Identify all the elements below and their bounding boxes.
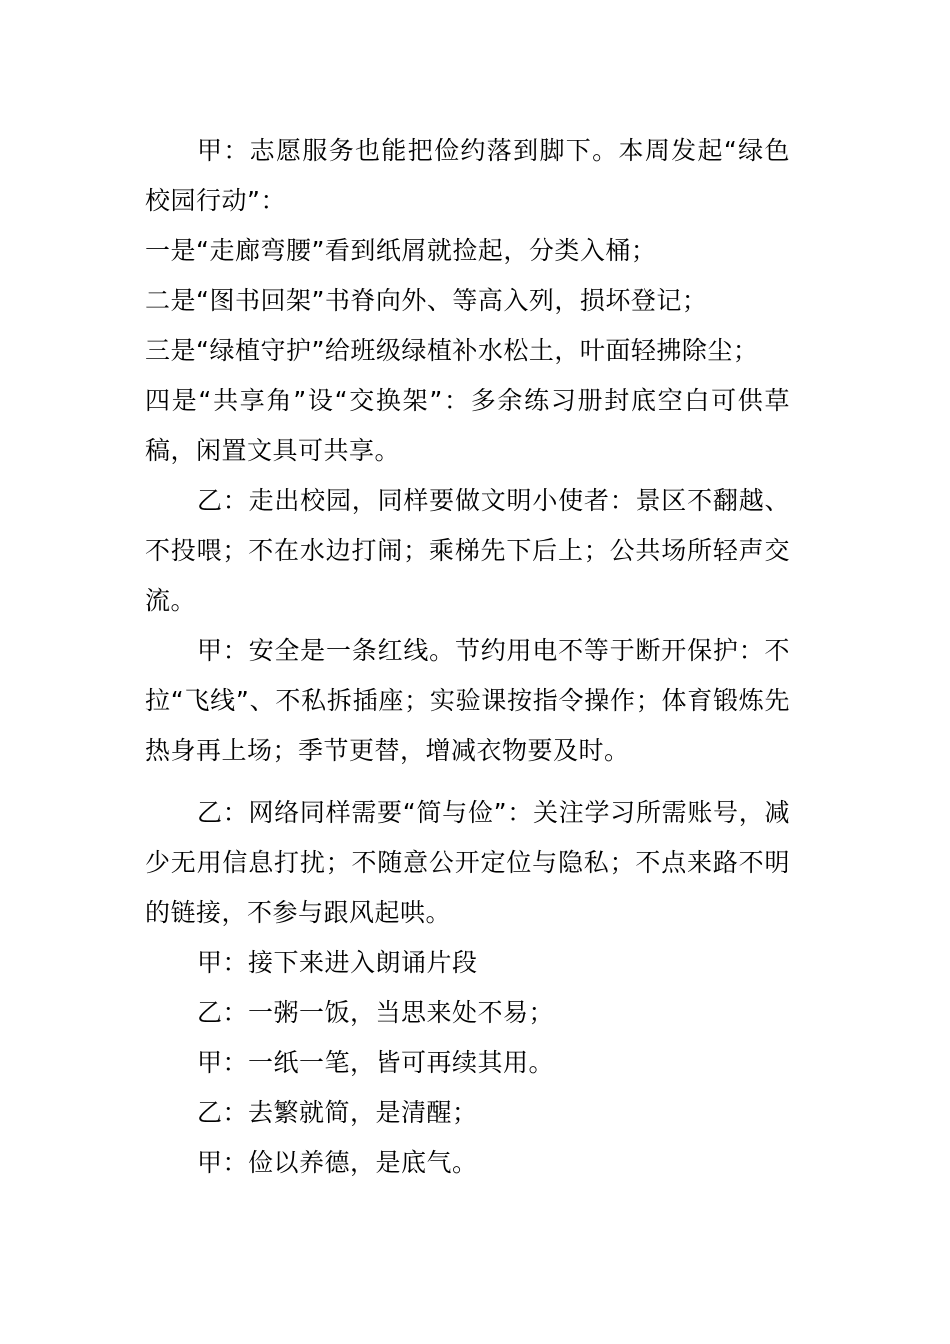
paragraph-item-three: 三是“绿植守护”给班级绿植补水松土，叶面轻拂除尘；: [145, 336, 759, 365]
paragraph-green-campus-intro: 甲：志愿服务也能把俭约落到脚下。本周发起“绿色校园行动”：: [145, 136, 790, 215]
paragraph-recitation-line-4: 甲：俭以养德，是底气。: [197, 1148, 478, 1177]
paragraph-recitation-line-1: 乙：一粥一饭，当思来处不易；: [197, 998, 555, 1027]
paragraph-item-one: 一是“走廊弯腰”看到纸屑就捡起，分类入桶；: [145, 236, 657, 265]
paragraph-recitation-line-3: 乙：去繁就简，是清醒；: [197, 1098, 478, 1127]
paragraph-item-four: 四是“共享角”设“交换架”：多余练习册封底空白可供草稿，闲置文具可共享。: [145, 386, 790, 465]
paragraph-item-two: 二是“图书回架”书脊向外、等高入列，损坏登记；: [145, 286, 708, 315]
paragraph-network: 乙：网络同样需要“简与俭”：关注学习所需账号，减少无用信息打扰；不随意公开定位与隐私；不点来路不明的链接，不参与跟风起哄。: [145, 798, 790, 927]
document-body: [145, 126, 790, 1188]
paragraph-civilized-outside: 乙：走出校园，同样要做文明小使者：景区不翻越、不投喂；不在水边打闹；乘梯先下后上；公共场所轻声交流。: [145, 486, 790, 615]
paragraph-safety: 甲：安全是一条红线。节约用电不等于断开保护：不拉“飞线”、不私拆插座；实验课按指令操作；体育锻炼先热身再上场；季节更替，增减衣物要及时。: [145, 636, 790, 765]
paragraph-recitation-line-2: 甲：一纸一笔，皆可再续其用。: [197, 1048, 555, 1077]
paragraph-recitation-intro: 甲：接下来进入朗诵片段: [197, 948, 478, 977]
